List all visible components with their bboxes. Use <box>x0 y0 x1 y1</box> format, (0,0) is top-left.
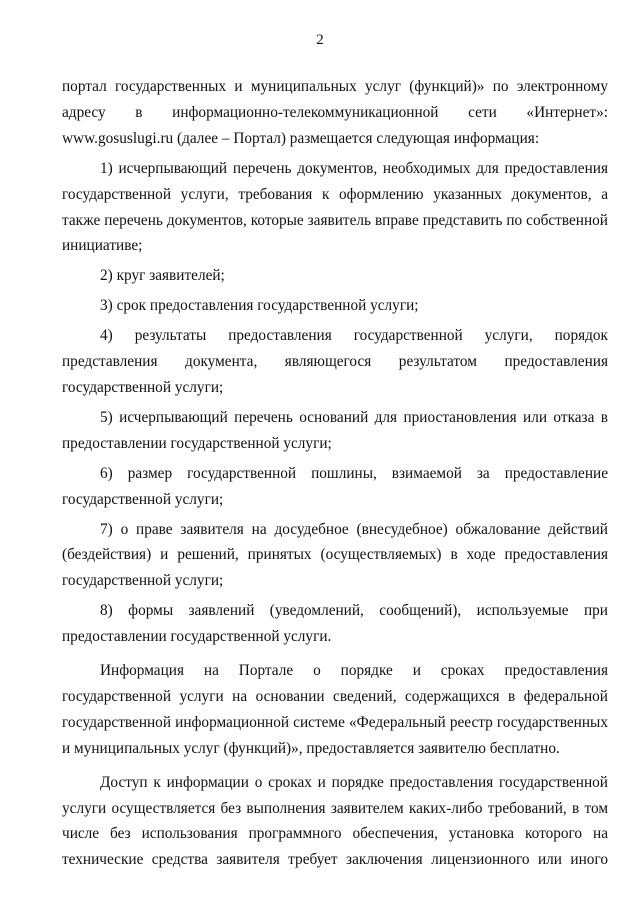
document-body <box>62 74 608 873</box>
page-number: 2 <box>316 32 324 48</box>
paragraph-intro: портал государственных и муниципальных услуг (функций)» по электронному адресу в информационно-телекоммуникационной сети «Интернет»: www.gosuslugi.ru (далее – Портал) размещается следующая информация: <box>62 78 608 147</box>
list-item-5: 5) исчерпывающий перечень оснований для приостановления или отказа в предоставлении государственной услуги; <box>62 408 608 452</box>
list-item-2: 2) круг заявителей; <box>100 267 225 285</box>
list-item-6: 6) размер государственной пошлины, взимаемой за предоставление государственной услуги; <box>62 464 608 508</box>
paragraph-access: Доступ к информации о сроках и порядке предоставления государственной услуги осуществляется без выполнения заявителем каких-либо требований, в том числе без использования программного обеспечения, установка которого на технические средства заявителя требует заключения лицензионного или иного <box>62 773 608 869</box>
list-item-4: 4) результаты предоставления государственной услуги, порядок представления документа, являющегося результатом предоставления государственной услуги; <box>62 327 608 396</box>
list-item-8: 8) формы заявлений (уведомлений, сообщений), используемые при предоставлении государственной услуги. <box>62 602 608 646</box>
paragraph-portal-info: Информация на Портале о порядке и сроках предоставления государственной услуги на основании сведений, содержащихся в федеральной государственной информационной системе «Федеральный реестр государственных и муниципальных услуг (функций)», предоставляется заявителю бесплатно. <box>62 662 608 757</box>
list-item-7: 7) о праве заявителя на досудебное (внесудебное) обжалование действий (бездействия) и решений, принятых (осуществляемых) в ходе предоставления государственной услуги; <box>62 520 608 590</box>
list-item-1: 1) исчерпывающий перечень документов, необходимых для предоставления государственной услуги, требования к оформлению указанных документов, а также перечень документов, которые заявитель вправе представить по собственной инициативе; <box>62 159 608 255</box>
list-item-3: 3) срок предоставления государственной услуги; <box>100 297 419 315</box>
